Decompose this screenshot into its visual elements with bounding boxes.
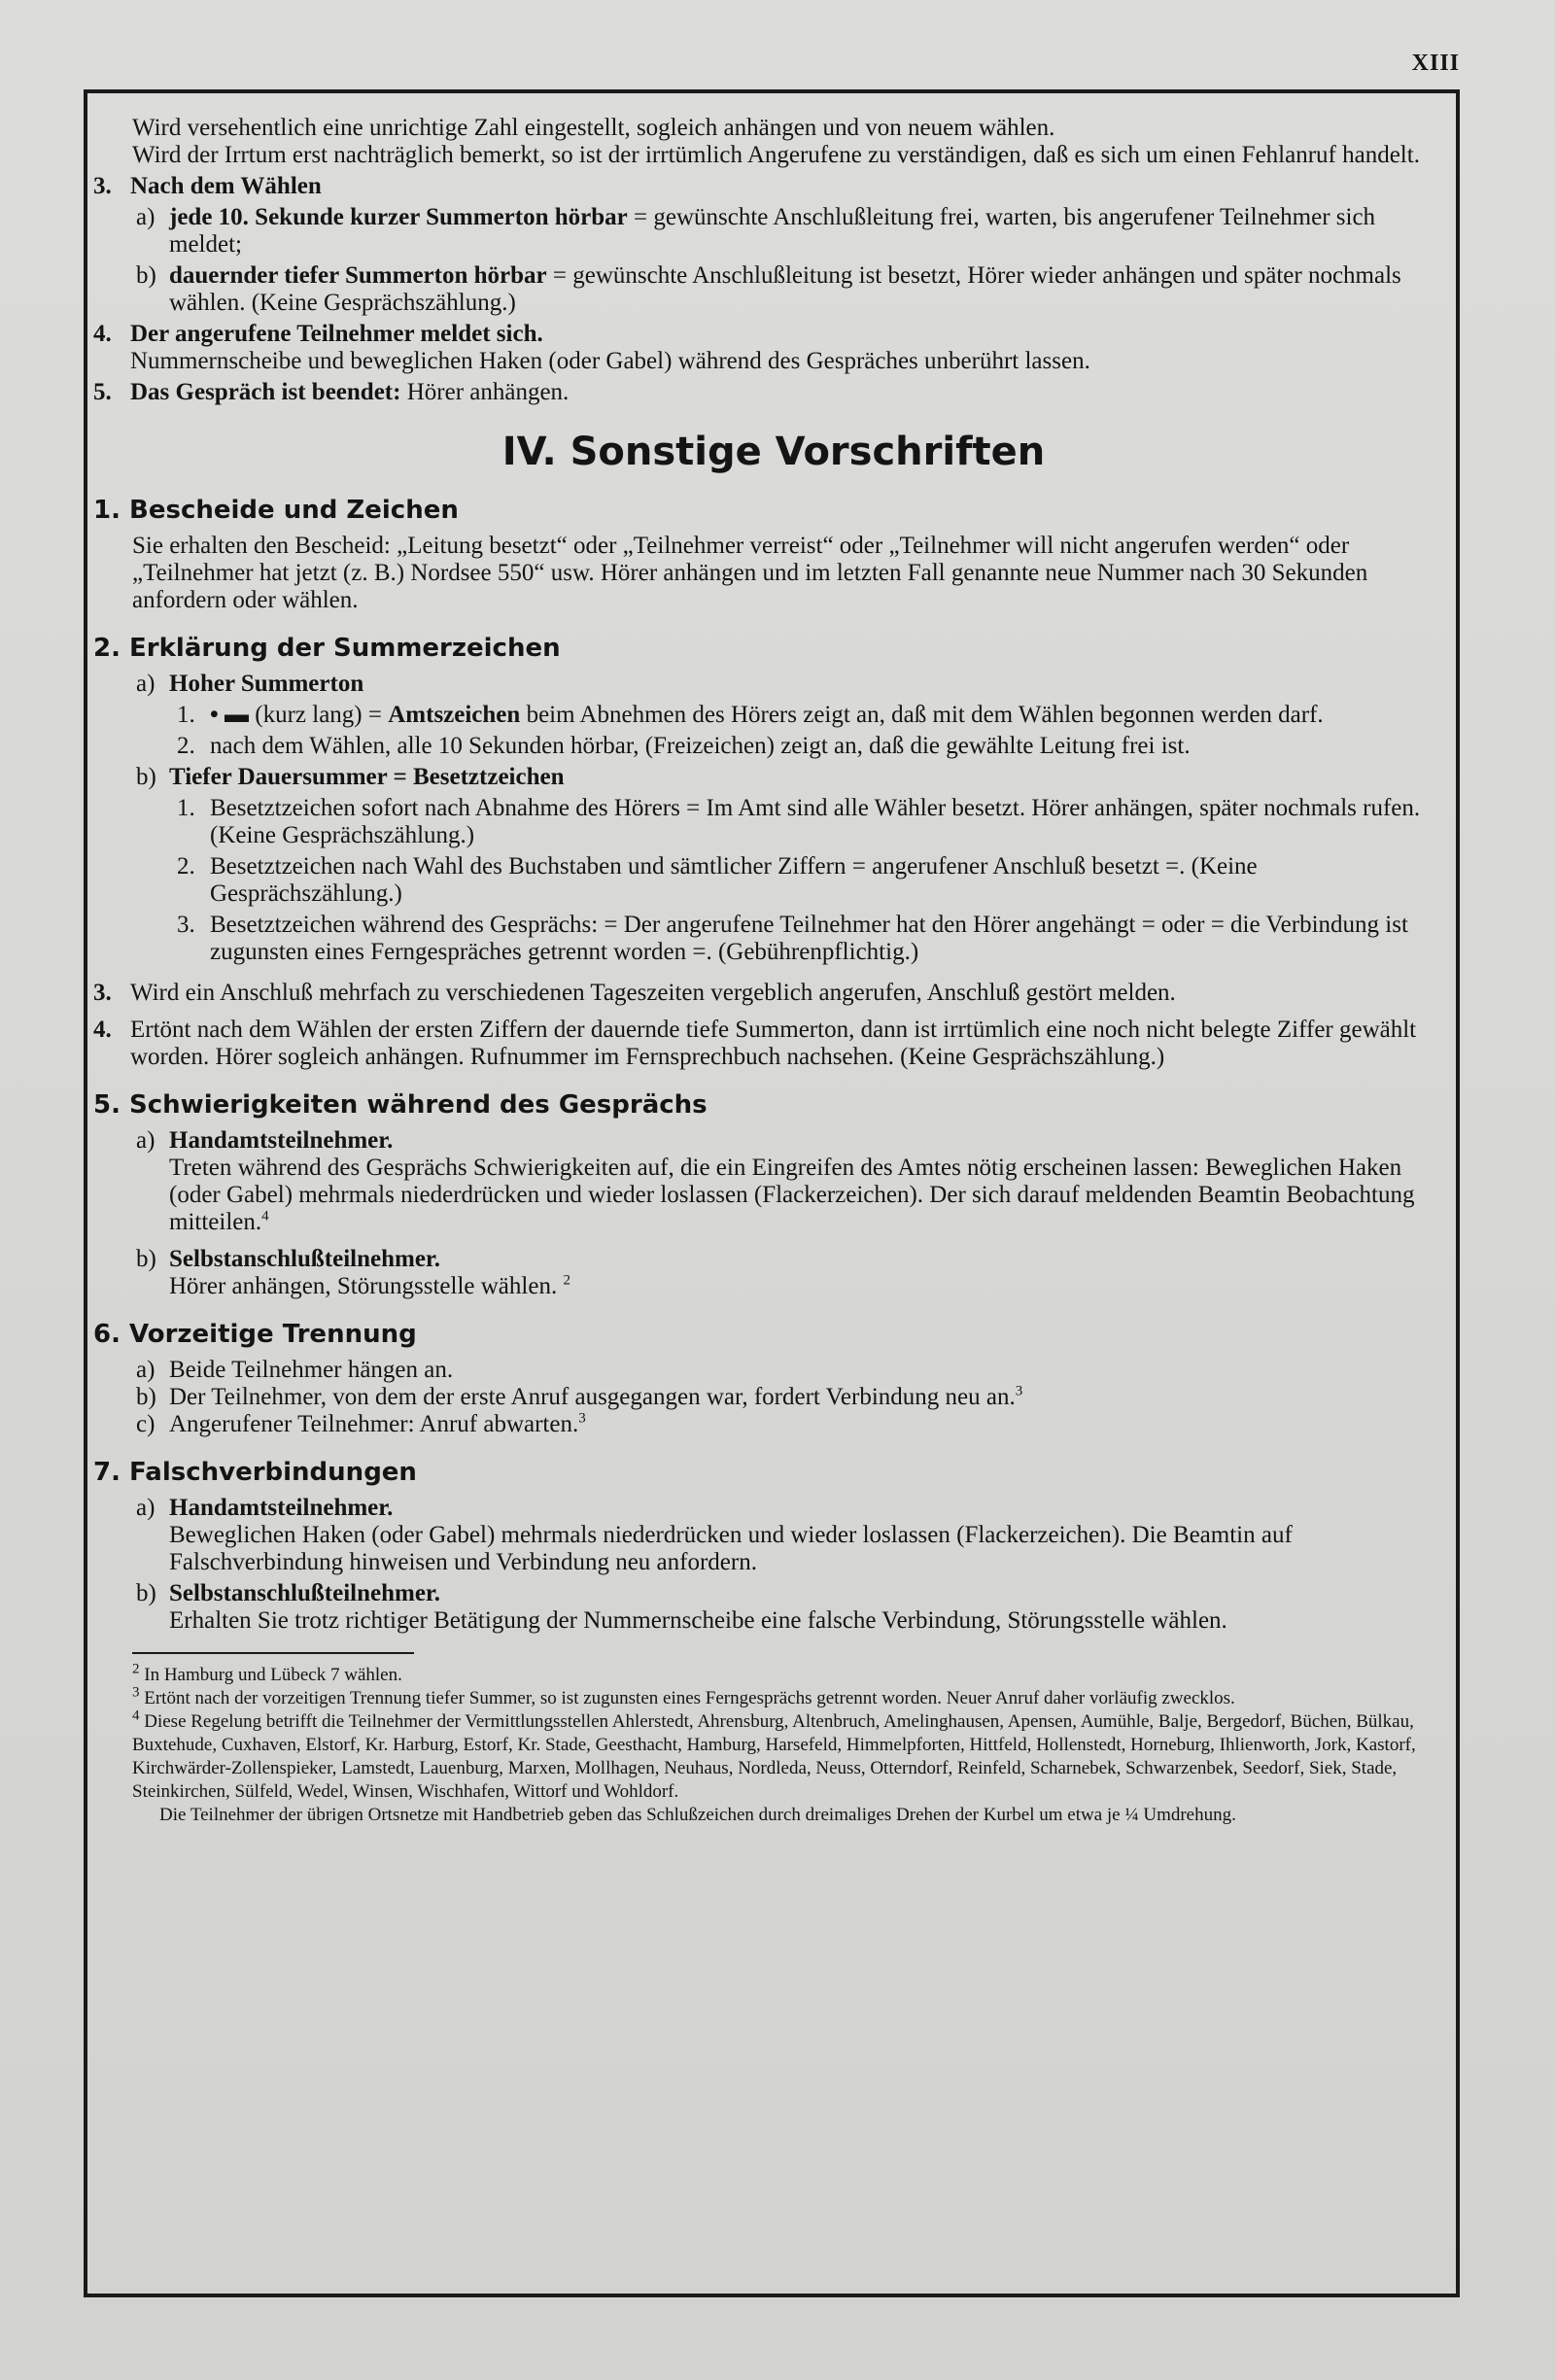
section-4-title: Der angerufene Teilnehmer meldet sich.	[130, 321, 543, 347]
s2-a2-text: nach dem Wählen, alle 10 Sekunden hörbar, (Freizeichen) zeigt an, daß die gewählte Leitung frei ist.	[210, 733, 1191, 759]
s4-number: 4.	[93, 1017, 112, 1043]
footnote-4-mark: 4	[132, 1707, 140, 1724]
heading-2-title: Erklärung der Summerzeichen	[129, 634, 561, 663]
section-5-number: 5.	[93, 379, 112, 405]
s6-c	[93, 1411, 1454, 1438]
s5-b	[93, 1246, 1454, 1300]
section-3-item-b	[93, 262, 1454, 317]
footnote-4	[93, 1707, 1454, 1804]
s2-b1-text: Besetztzeichen sofort nach Abnahme des Hörers = Im Amt sind alle Wähler besetzt. Hörer anhängen, später nochmals rufen. (Keine Gesprächszählung.)	[210, 795, 1421, 848]
section-4-text: Nummernscheibe und beweglichen Haken (oder Gabel) während des Gespräches unberührt lassen.	[130, 348, 1090, 374]
s6-c-footnote-ref: 3	[578, 1410, 586, 1427]
s2-a	[93, 671, 1454, 698]
s4-text: Ertönt nach dem Wählen der ersten Ziffern der dauernde tiefe Summerton, dann ist irrtümlich eine noch nicht belegte Ziffer gewählt worden. Hörer sogleich anhängen. Rufnummer im Fernsprechbuch nachsehen. (Keine Gesprächszählung.)	[130, 1017, 1417, 1070]
footnote-3	[93, 1684, 1454, 1710]
s7-a-label: a)	[136, 1495, 156, 1521]
section-3-item-a	[93, 204, 1454, 259]
s5-b-label: b)	[136, 1246, 156, 1272]
heading-1-title: Bescheide und Zeichen	[129, 496, 459, 525]
s7-b-title: Selbstanschlußteilnehmer.	[169, 1580, 440, 1606]
s6-b	[93, 1384, 1454, 1411]
s2-a-title: Hoher Summerton	[169, 671, 364, 697]
s1-text: Sie erhalten den Bescheid: „Leitung besetzt“ oder „Teilnehmer verreist“ oder „Teilnehmer will nicht angerufen werden“ oder „Teilnehmer hat jetzt (z. B.) Nordsee 550“ usw. Hörer anhängen und im letzten Fall genannte neue Nummer nach 30 Sekunden anfordern oder wählen.	[132, 533, 1368, 613]
s6-b-text: Der Teilnehmer, von dem der erste Anruf ausgegangen war, fordert Verbindung neu an.	[169, 1384, 1016, 1410]
section-3-number: 3.	[93, 173, 112, 199]
footnote-2	[93, 1661, 1454, 1687]
s5-a-label: a)	[136, 1127, 156, 1154]
heading-1	[93, 494, 1454, 527]
s5-b-title: Selbstanschlußteilnehmer.	[169, 1246, 440, 1272]
s2-a1	[93, 702, 1454, 729]
s6-a	[93, 1357, 1454, 1384]
s2-a1-number: 1.	[177, 702, 195, 728]
s2-a1-bold: Amtszeichen	[388, 702, 521, 728]
heading-5-title: Schwierigkeiten während des Gesprächs	[129, 1090, 708, 1120]
s5-a-text: Treten während des Gesprächs Schwierigkeiten auf, die ein Eingreifen des Amtes nötig erscheinen lassen: Beweglichen Haken (oder Gabel) mehrmals niederdrücken und wieder loslassen (Flackerzeichen). Der sich darauf meldenden Beamtin Beobachtung mitteilen.	[169, 1155, 1415, 1235]
s2-b2-number: 2.	[177, 853, 195, 880]
heading-7-number: 7.	[93, 1458, 121, 1487]
section-3-b-bold: dauernder tiefer Summerton hörbar	[169, 262, 547, 289]
page-number: XIII	[1411, 51, 1460, 76]
intro-line-2: Wird der Irrtum erst nachträglich bemerkt, so ist der irrtümlich Angerufene zu verständigen, daß es sich um einen Fehlanruf handelt.	[132, 142, 1420, 168]
s2-b3-number: 3.	[177, 912, 195, 938]
section-3	[93, 173, 1454, 200]
section-4	[93, 321, 1454, 375]
s6-b-footnote-ref: 3	[1015, 1383, 1023, 1399]
s3-number: 3.	[93, 980, 112, 1006]
s2-a-label: a)	[136, 671, 156, 697]
s2-b1-number: 1.	[177, 795, 195, 821]
section-3-a-bold: jede 10. Sekunde kurzer Summerton hörbar	[169, 204, 628, 230]
s2-a2-number: 2.	[177, 733, 195, 759]
s2-a1-mark: • ▬	[210, 702, 250, 728]
s3	[93, 980, 1454, 1007]
s2-b2	[93, 853, 1454, 908]
heading-6-number: 6.	[93, 1320, 121, 1349]
section-4-number: 4.	[93, 321, 112, 347]
section-3-a-label: a)	[136, 204, 156, 230]
s2-b-label: b)	[136, 764, 156, 790]
s2-b2-text: Besetztzeichen nach Wahl des Buchstaben und sämtlicher Ziffern = angerufener Anschluß besetzt =. (Keine Gesprächszählung.)	[210, 853, 1258, 907]
s7-a-title: Handamtsteilnehmer.	[169, 1495, 394, 1521]
s6-a-text: Beide Teilnehmer hängen an.	[169, 1357, 454, 1383]
section-3-b-label: b)	[136, 262, 156, 289]
heading-5	[93, 1088, 1454, 1121]
footnote-3-mark: 3	[132, 1684, 140, 1701]
heading-5-number: 5.	[93, 1090, 121, 1120]
s2-b3	[93, 912, 1454, 966]
heading-1-number: 1.	[93, 496, 121, 525]
s4	[93, 1017, 1454, 1071]
s6-a-label: a)	[136, 1357, 156, 1383]
section-5	[93, 379, 1454, 406]
footnote-divider	[132, 1652, 414, 1654]
s2-b3-text: Besetztzeichen während des Gesprächs: = Der angerufene Teilnehmer hat den Hörer angehängt = oder = die Verbindung ist zugunsten eines Ferngespräches getrennt worden =. (Gebührenpflichtig.)	[210, 912, 1408, 965]
s2-b	[93, 764, 1454, 791]
s2-a2	[93, 733, 1454, 760]
footnotes	[93, 1661, 1454, 1827]
s7-a	[93, 1495, 1454, 1576]
s5-a-footnote-ref: 4	[261, 1208, 269, 1224]
main-heading: IV. Sonstige Vorschriften	[501, 430, 1046, 474]
section-3-a-text: = gewünschte Anschlußleitung frei, warten, bis angerufener Teilnehmer sich meldet;	[169, 204, 1376, 258]
heading-6-title: Vorzeitige Trennung	[129, 1320, 417, 1349]
page-content	[93, 115, 1454, 1827]
heading-7	[93, 1456, 1454, 1489]
s5-a	[93, 1127, 1454, 1236]
s5-a-title: Handamtsteilnehmer.	[169, 1127, 394, 1154]
s2-a1-post: beim Abnehmen des Hörers zeigt an, daß mit dem Wählen begonnen werden darf.	[526, 702, 1324, 728]
s2-a1-pre: (kurz lang) =	[255, 702, 382, 728]
s6-c-text: Angerufener Teilnehmer: Anruf abwarten.	[169, 1411, 579, 1437]
heading-6	[93, 1318, 1454, 1351]
section-5-text: Hörer anhängen.	[406, 379, 570, 405]
s7-b-label: b)	[136, 1580, 156, 1606]
section-3-title: Nach dem Wählen	[130, 173, 322, 199]
footnote-4-text: Diese Regelung betrifft die Teilnehmer der Vermittlungsstellen Ahlerstedt, Ahrensburg, Altenbruch, Amelinghausen, Apensen, Aumühle, Balje, Bergedorf, Büchen, Bülkau, Buxtehude, Cuxhaven, Elstorf, Kr. Harburg, Estorf, Kr. Stade, Geesthacht, Hamburg, Harsefeld, Himmelpforten, Hittfeld, Hollenstedt, Horneburg, Ihlienworth, Jork, Kastorf, Kirchwärder-Zollenspieker, Lamstedt, Lauenburg, Marxen, Mollhagen, Neuhaus, Nordleda, Neuss, Otterndorf, Reinfeld, Scharnebek, Schwarzenbek, Seedorf, Siek, Stade, Steinkirchen, Sülfeld, Wedel, Winsen, Wischhafen, Wittorf und Wohldorf.	[132, 1711, 1416, 1802]
s7-a-text: Beweglichen Haken (oder Gabel) mehrmals niederdrücken und wieder loslassen (Flackerzeichen). Die Beamtin auf Falschverbindung hinweisen und Verbindung neu anfordern.	[169, 1522, 1293, 1575]
heading-2-number: 2.	[93, 634, 121, 663]
heading-7-title: Falschverbindungen	[129, 1458, 417, 1487]
s5-b-footnote-ref: 2	[563, 1272, 570, 1289]
intro-block	[93, 115, 1454, 169]
s6-c-label: c)	[136, 1411, 156, 1437]
s2-b1	[93, 795, 1454, 849]
s7-b	[93, 1580, 1454, 1635]
footnote-2-text: In Hamburg und Lübeck 7 wählen.	[144, 1665, 402, 1685]
section-3-b-text: = gewünschte Anschlußleitung ist besetzt, Hörer wieder anhängen und später nochmals wählen. (Keine Gesprächszählung.)	[169, 262, 1401, 316]
s3-text: Wird ein Anschluß mehrfach zu verschiedenen Tageszeiten vergeblich angerufen, Anschluß gestört melden.	[130, 980, 1176, 1006]
intro-line-1: Wird versehentlich eine unrichtige Zahl eingestellt, sogleich anhängen und von neuem wählen.	[132, 115, 1055, 141]
section-5-title: Das Gespräch ist beendet:	[130, 379, 401, 405]
footnote-closing: Die Teilnehmer der übrigen Ortsnetze mit Handbetrieb geben das Schlußzeichen durch dreimaliges Drehen der Kurbel um etwa je ¼ Umdrehung.	[159, 1805, 1236, 1825]
heading-2	[93, 632, 1454, 665]
s7-b-text: Erhalten Sie trotz richtiger Betätigung der Nummernscheibe eine falsche Verbindung, Störungsstelle wählen.	[169, 1607, 1227, 1634]
footnote-3-text: Ertönt nach der vorzeitigen Trennung tiefer Summer, so ist zugunsten eines Ferngesprächs getrennt worden. Neuer Anruf daher vorläufig zwecklos.	[144, 1688, 1235, 1708]
s6-b-label: b)	[136, 1384, 156, 1410]
footnote-2-mark: 2	[132, 1661, 140, 1677]
s5-b-text: Hörer anhängen, Störungsstelle wählen.	[169, 1273, 558, 1299]
s2-b-title: Tiefer Dauersummer = Besetztzeichen	[169, 764, 565, 790]
